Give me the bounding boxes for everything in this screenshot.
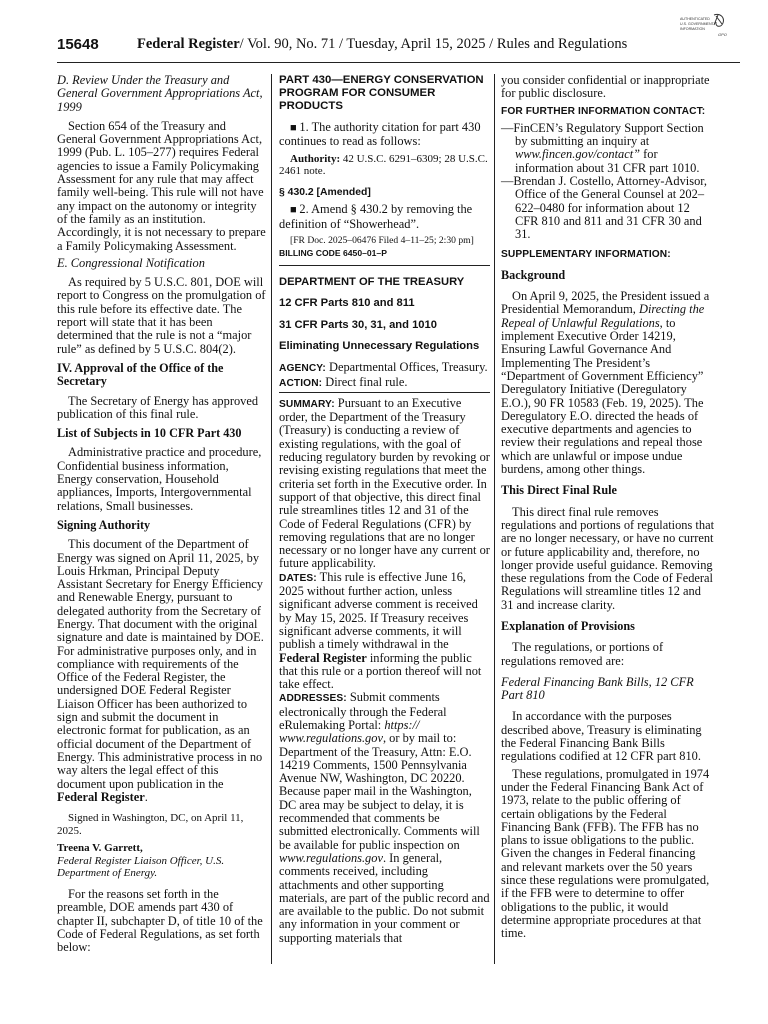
heading-ffb-bills: Federal Financing Bank Bills, 12 CFR Part 810 [501, 674, 694, 703]
bg-memo-title: Directing the Repeal of Unlawful Regulations [501, 302, 705, 330]
supplementary-info-label: SUPPLEMENTARY INFORMATION: [501, 248, 671, 260]
bg-text-a: On April 9, 2025, the President issued a Presidential Memorandum, [501, 289, 710, 317]
authority-citation [279, 153, 490, 179]
action-line [279, 376, 490, 390]
heading-signing-authority: Signing Authority [57, 517, 151, 532]
part-430-title: PART 430—ENERGY CONSERVATION PROGRAM FOR CONSUMER PRODUCTS [279, 74, 484, 112]
issue-info: / Vol. 90, No. 71 / Tuesday, April 15, 2025 / Rules and Regulations [239, 36, 628, 52]
fincen-text-b: for information about 31 CFR part 1010. [515, 147, 700, 175]
regulations-gov-link-2[interactable]: www.regulations.gov [279, 850, 383, 865]
signer-title: Federal Register Liaison Officer, U.S. Department of Energy. [57, 854, 225, 880]
paragraph-ffb-2: These regulations, promulgated in 1974 under the Federal Financing Bank Act of 1973, relate to the public offering of certain obligations by the Federal Financing Bank (FFB). The FFB has no plans to issue obligations to the public. Given the changes in Federal financing and relevant markets over the 50 years since these regulations were promulgated, if the FFB were to determine to offer obligations to the public, it would determine appropriate procedures at that time. [501, 766, 710, 941]
cfr-12-parts: 12 CFR Parts 810 and 811 [279, 297, 415, 310]
paragraph-explanation-provisions: The regulations, or portions of regulations removed are: [501, 640, 664, 668]
column-3 [501, 74, 714, 941]
column-2 [279, 74, 490, 945]
fincen-text-a: —FinCEN’s Regulatory Support Section by submitting an inquiry at [501, 120, 704, 149]
heading-background: Background [501, 267, 566, 282]
page-header [57, 36, 737, 58]
fr-doc-line: [FR Doc. 2025–06476 Filed 4–11–25; 2:30 pm] [290, 235, 474, 247]
column-1 [57, 74, 267, 955]
dates-text: This rule is effective June 16, 2025 without further action, unless significant adverse comment is received by May 15, 2025. If Treasury receives significant adverse comments, it will publish a timely withdrawal in the [279, 569, 478, 652]
agency-department-heading: DEPARTMENT OF THE TREASURY [279, 276, 465, 289]
publication-name: Federal Register [137, 36, 240, 52]
paragraph-signing-authority [57, 538, 267, 804]
paragraph-list-of-subjects: Administrative practice and procedure, Confidential business information, Energy conservation, Household appliances, Imports, Intergovernmental relations, Small businesses. [57, 445, 262, 513]
dates-paragraph [279, 571, 490, 692]
signing-federal-register: Federal Register [57, 789, 145, 804]
heading-direct-final-rule: This Direct Final Rule [501, 483, 617, 498]
paragraph-direct-final-rule: This direct final rule removes regulations and portions of regulations that are no longer necessary, or have no current or future applicability and, therefore, no longer provide useful guidance. Removing these regulations from the Code of Federal Regulations will streamline titles 12 and 31 and increase clarity. [501, 504, 715, 612]
ffi-contact-fincen [501, 122, 714, 175]
seal-text-2: U.S. GOVERNMENT [680, 22, 714, 26]
section-430-2-heading: § 430.2 [Amended] [279, 187, 371, 199]
regulations-gov-link[interactable]: https:// www.regulations.gov [279, 717, 420, 746]
addresses-paragraph [279, 691, 490, 945]
seal-text-3: INFORMATION [680, 27, 705, 31]
heading-approval-secretary: IV. Approval of the Office of the Secretary [57, 360, 224, 389]
paragraph-review-treasury: Section 654 of the Treasury and General Government Appropriations Act, 1999 (Pub. L. 105–277) requires Federal agencies to issue a Family Policymaking Assessment for any rule that may affect family well-being. This rule will not have any impact on the autonomy or integrity of the family as an institution. Accordingly, it is not necessary to prepare a Family Policymaking Assessment. [57, 118, 266, 253]
heading-congressional-notification: E. Congressional Notification [57, 255, 205, 270]
amend-1-text: 1. The authority citation for part 430 continues to read as follows: [279, 120, 481, 149]
gpo-authentication-seal-icon [678, 12, 730, 42]
addresses-text-c: . In general, comments received, including attachments and other supporting materials, are part of the public record and are available to the public. Do not submit any information in your comment or supporting materials that [279, 850, 490, 945]
seal-text-4: GPO [718, 32, 727, 37]
signer-name: Treena V. Garrett, [57, 841, 143, 854]
fincen-contact-link[interactable]: www.fincen.gov/contact” [515, 147, 641, 162]
agency-text: Departmental Offices, Treasury. [325, 360, 488, 375]
square-bullet-icon: ■ [290, 122, 300, 134]
signed-location-date: Signed in Washington, DC, on April 11, 2025. [57, 812, 244, 837]
summary-text: Pursuant to an Executive order, the Department of the Treasury (Treasury) is conducting a review of existing regulations, with the goal of reducing regulatory burden by revoking or revising existing regulations that meet the criteria set forth in the Executive order. In support of that objective, this direct final rule streamlines titles 12 and 31 of the Code of Federal Regulations (CFR) by removing regulations that are no longer necessary or no longer have any current or future applicability. [279, 395, 490, 571]
authority-label: Authority: [290, 152, 341, 165]
billing-code: BILLING CODE 6450–01–P [279, 248, 387, 259]
paragraph-background [501, 290, 714, 476]
addresses-text-b: , or by mail to: Department of the Treasury, Attn: E.O. 14219 Comments, 1500 Pennsylvania Avenue NW, Washington, DC 20220. Because paper mail in the Washington, DC area may be subject to delay, it is recommended that comments be submitted electronically. Comments will be available for public inspection on [279, 731, 480, 852]
paragraph-ffb-1: In accordance with the purposes described above, Treasury is eliminating the Federal Financing Bank Bills regulations codified at 12 CFR part 810. [501, 709, 702, 764]
heading-review-treasury: D. Review Under the Treasury and General Government Appropriations Act, 1999 [57, 73, 263, 114]
amend-2-text: 2. Amend § 430.2 by removing the definition of “Showerhead”. [279, 202, 473, 231]
paragraph-amendment-preamble: For the reasons set forth in the preamble, DOE amends part 430 of chapter II, subchapter D, of title 10 of the Code of Federal Regulations, as set forth below: [57, 887, 263, 955]
page-number: 15648 [57, 36, 99, 53]
paragraph-congressional-notification: As required by 5 U.S.C. 801, DOE will report to Congress on the promulgation of this rule before its effective date. The report will state that it has been determined that the rule is not a “major rule” as defined by 5 U.S.C. 804(2). [57, 275, 266, 356]
heading-list-of-subjects: List of Subjects in 10 CFR Part 430 [57, 426, 242, 441]
header-rule [57, 62, 740, 63]
agency-label: AGENCY: [279, 363, 326, 375]
dates-federal-register: Federal Register [279, 650, 367, 665]
addresses-label: ADDRESSES: [279, 693, 347, 705]
running-head [137, 36, 627, 53]
signing-text: This document of the Department of Energy was signed on April 11, 2025, by Louis Hrkman, Principal Deputy Assistant Secretary for Energy Efficiency and Renewable Energy, pursuant to delegated authority from the Secretary of Energy. That document with the original signature and date is maintained by DOE. For administrative purposes only, and in compliance with requirements of the Office of the Federal Register, the undersigned DOE Federal Register Liaison Officer has been authorized to sign and submit the document in electronic format for publication, as an official document of the Department of Energy. This administrative process in no way alters the legal effect of this document upon publication in the [57, 537, 264, 791]
seal-text-1: AUTHENTICATED [680, 17, 710, 21]
dates-label: DATES: [279, 572, 317, 584]
cfr-31-parts: 31 CFR Parts 30, 31, and 1010 [279, 318, 437, 331]
signing-end: . [144, 789, 148, 804]
ffi-contact-costello: —Brendan J. Costello, Attorney-Advisor, Office of the General Counsel at 202–622–0480 for information about 12 CFR 810 and 811 and 31 CFR 30 and 31. [501, 174, 707, 242]
addresses-continuation: you consider confidential or inappropriate for public disclosure. [501, 73, 710, 101]
square-bullet-icon: ■ [290, 204, 300, 217]
summary-label: SUMMARY: [279, 398, 335, 410]
authority-text: 42 U.S.C. 6291–6309; 28 U.S.C. 2461 note. [279, 152, 488, 178]
addresses-text-a: Submit comments electronically through the Federal eRulemaking Portal: [279, 690, 447, 732]
dates-end: informing the public that this rule or a portion thereof will not take effect. [279, 650, 482, 692]
column-divider-2 [494, 74, 495, 964]
heading-explanation-provisions: Explanation of Provisions [501, 618, 635, 633]
rule-title: Eliminating Unnecessary Regulations [279, 339, 480, 352]
ffi-contact-label: FOR FURTHER INFORMATION CONTACT: [501, 105, 706, 117]
agency-line [279, 361, 490, 375]
column-divider-1 [271, 74, 272, 964]
amendatory-instruction-2 [279, 203, 490, 231]
amendatory-instruction-1 [279, 121, 490, 149]
action-text: Direct final rule. [322, 374, 408, 389]
bg-text-b: , to implement Executive Order 14219, Ensuring Lawful Governance And Implementing The President’s “Department of Government Efficiency” Deregulatory Initiative (Deregulatory E.O.), 90 FR 10583 (Feb. 19, 2025). The Deregulatory E.O. directed the heads of executive departments and agencies to review their regulations and repeal those which are unlawful or impose undue burdens, among other things. [501, 315, 704, 477]
paragraph-approval-secretary: The Secretary of Energy has approved publication of this final rule. [57, 393, 259, 421]
action-label: ACTION: [279, 377, 323, 389]
summary-paragraph [279, 397, 490, 571]
